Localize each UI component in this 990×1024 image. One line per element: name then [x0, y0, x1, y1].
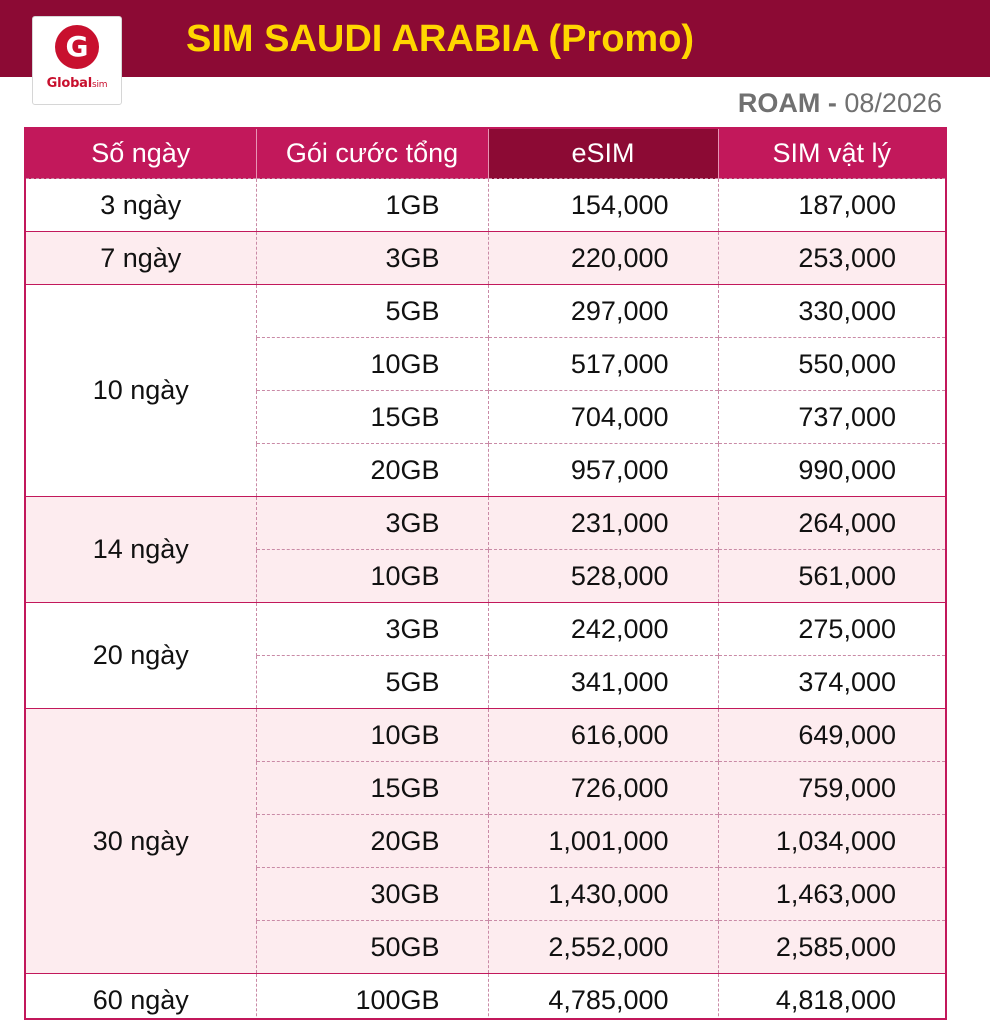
- esim-price-cell: 1,430,000: [488, 868, 718, 921]
- table-row: [26, 232, 945, 285]
- globalsim-logo-icon: [53, 23, 101, 71]
- table-row: [26, 974, 945, 1021]
- price-table-container: [24, 127, 947, 1020]
- physical-sim-price-cell: 2,585,000: [718, 921, 945, 974]
- logo-name: Global: [46, 76, 93, 91]
- esim-price-cell: 528,000: [488, 550, 718, 603]
- physical-sim-price-cell: 264,000: [718, 497, 945, 550]
- plan-cell: 5GB: [256, 285, 488, 338]
- price-table: [26, 129, 945, 1020]
- physical-sim-price-cell: 759,000: [718, 762, 945, 815]
- logo-name-suffix: sim: [92, 80, 108, 90]
- esim-price-cell: 1,001,000: [488, 815, 718, 868]
- column-header-days: Số ngày: [26, 129, 256, 179]
- physical-sim-price-cell: 4,818,000: [718, 974, 945, 1021]
- plan-cell: 15GB: [256, 391, 488, 444]
- esim-price-cell: 231,000: [488, 497, 718, 550]
- column-header-plan: Gói cước tổng: [256, 129, 488, 179]
- plan-cell: 10GB: [256, 550, 488, 603]
- esim-price-cell: 341,000: [488, 656, 718, 709]
- esim-price-cell: 517,000: [488, 338, 718, 391]
- plan-cell: 3GB: [256, 232, 488, 285]
- table-row: [26, 709, 945, 762]
- plan-cell: 5GB: [256, 656, 488, 709]
- esim-price-cell: 4,785,000: [488, 974, 718, 1021]
- globalsim-logo: [32, 16, 122, 105]
- physical-sim-price-cell: 253,000: [718, 232, 945, 285]
- days-cell: 7 ngày: [26, 232, 256, 285]
- table-row: [26, 603, 945, 656]
- physical-sim-price-cell: 561,000: [718, 550, 945, 603]
- physical-sim-price-cell: 1,463,000: [718, 868, 945, 921]
- physical-sim-price-cell: 550,000: [718, 338, 945, 391]
- physical-sim-price-cell: 330,000: [718, 285, 945, 338]
- logo-letter: G: [65, 30, 89, 63]
- esim-price-cell: 220,000: [488, 232, 718, 285]
- esim-price-cell: 297,000: [488, 285, 718, 338]
- roam-date: [738, 84, 942, 122]
- logo-wordmark: [33, 76, 121, 91]
- plan-cell: 15GB: [256, 762, 488, 815]
- page-title: SIM SAUDI ARABIA (Promo): [186, 18, 695, 60]
- plan-cell: 3GB: [256, 497, 488, 550]
- plan-cell: 10GB: [256, 338, 488, 391]
- physical-sim-price-cell: 990,000: [718, 444, 945, 497]
- days-cell: 10 ngày: [26, 285, 256, 497]
- days-cell: 14 ngày: [26, 497, 256, 603]
- physical-sim-price-cell: 737,000: [718, 391, 945, 444]
- roam-date-value: 08/2026: [844, 88, 942, 118]
- physical-sim-price-cell: 649,000: [718, 709, 945, 762]
- days-cell: 30 ngày: [26, 709, 256, 974]
- plan-cell: 10GB: [256, 709, 488, 762]
- plan-cell: 20GB: [256, 444, 488, 497]
- esim-price-cell: 704,000: [488, 391, 718, 444]
- esim-price-cell: 2,552,000: [488, 921, 718, 974]
- physical-sim-price-cell: 374,000: [718, 656, 945, 709]
- esim-price-cell: 957,000: [488, 444, 718, 497]
- plan-cell: 30GB: [256, 868, 488, 921]
- plan-cell: 100GB: [256, 974, 488, 1021]
- table-row: [26, 497, 945, 550]
- plan-cell: 50GB: [256, 921, 488, 974]
- table-row: [26, 285, 945, 338]
- physical-sim-price-cell: 275,000: [718, 603, 945, 656]
- esim-price-cell: 154,000: [488, 179, 718, 232]
- esim-price-cell: 616,000: [488, 709, 718, 762]
- plan-cell: 3GB: [256, 603, 488, 656]
- esim-price-cell: 726,000: [488, 762, 718, 815]
- plan-cell: 1GB: [256, 179, 488, 232]
- roam-label: ROAM -: [737, 88, 837, 118]
- table-body: [26, 179, 945, 1021]
- plan-cell: 20GB: [256, 815, 488, 868]
- column-header-physical-sim: SIM vật lý: [718, 129, 945, 179]
- column-header-esim: eSIM: [488, 129, 718, 179]
- days-cell: 20 ngày: [26, 603, 256, 709]
- physical-sim-price-cell: 187,000: [718, 179, 945, 232]
- table-header-row: [26, 129, 945, 179]
- physical-sim-price-cell: 1,034,000: [718, 815, 945, 868]
- esim-price-cell: 242,000: [488, 603, 718, 656]
- days-cell: 60 ngày: [26, 974, 256, 1021]
- days-cell: 3 ngày: [26, 179, 256, 232]
- table-row: [26, 179, 945, 232]
